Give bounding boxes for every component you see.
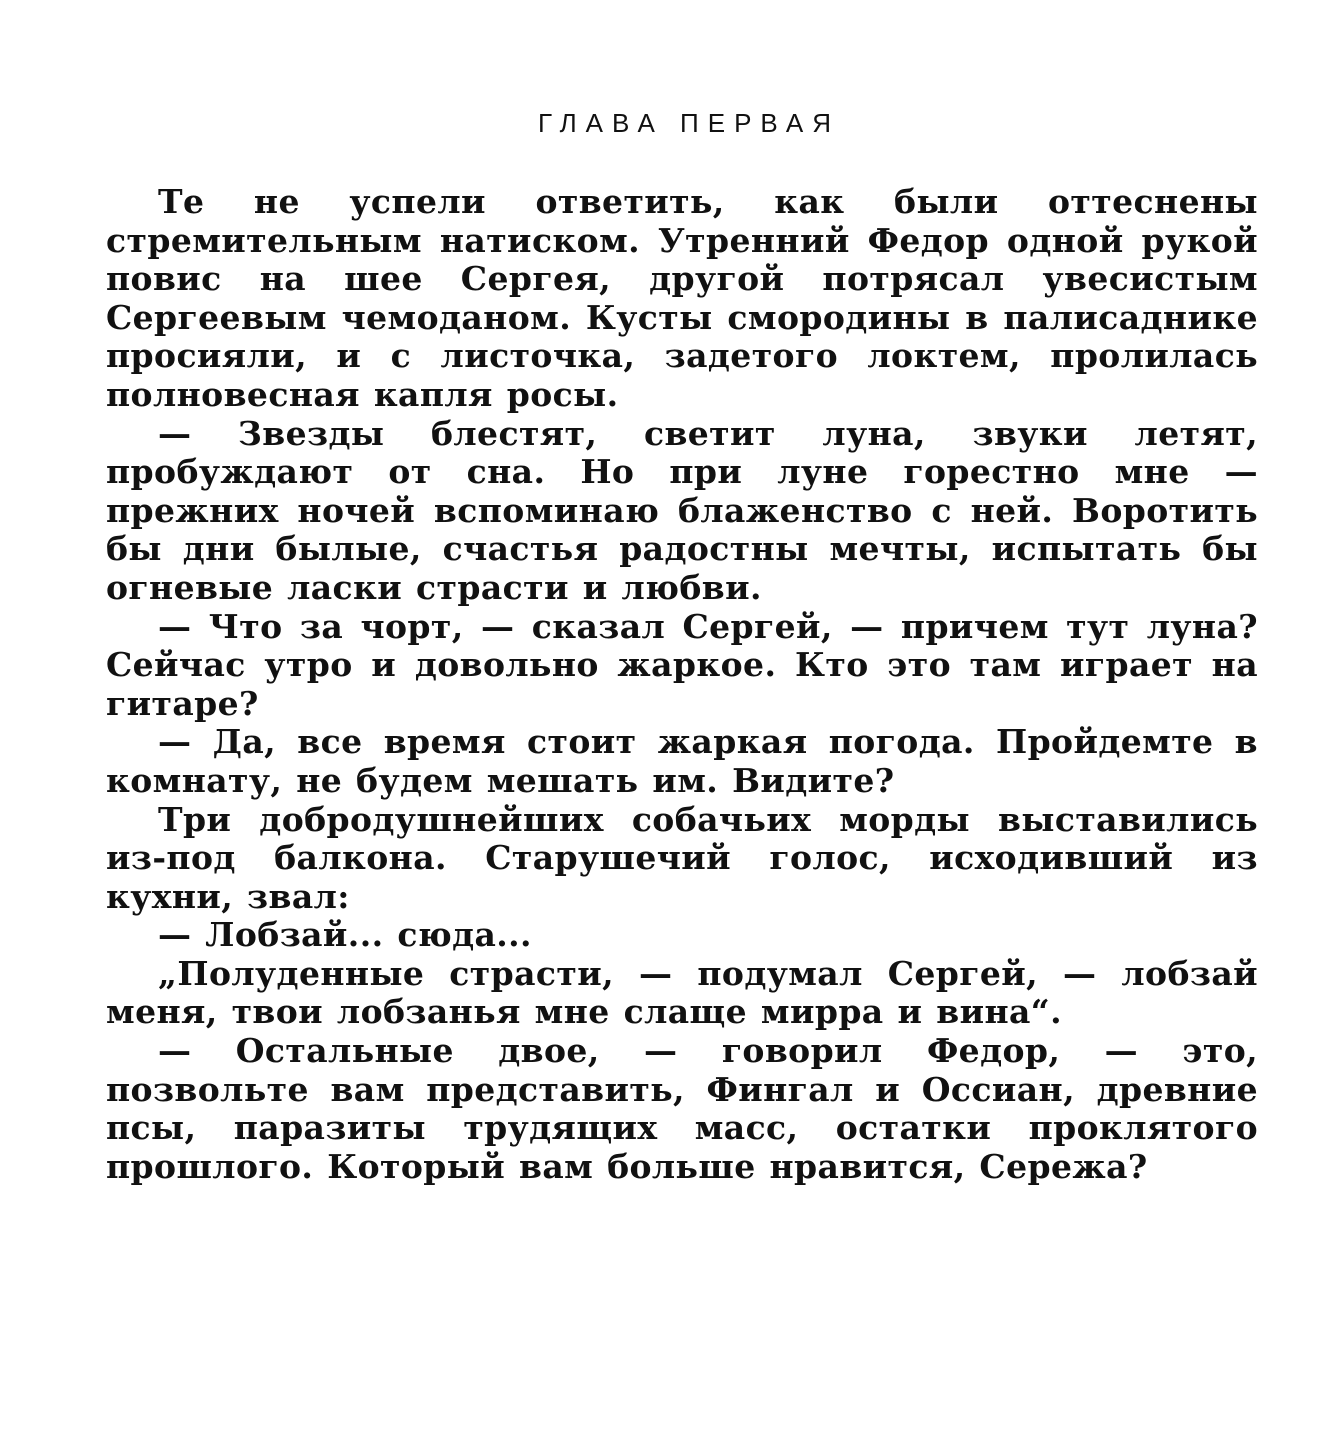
chapter-body	[106, 183, 1258, 1186]
chapter-title: ГЛАВА ПЕРВАЯ	[537, 108, 841, 138]
book-page	[106, 108, 1258, 1186]
paragraph: Те не успели ответить, как были оттеснены стремительным натиском. Утренний Федор одной рукой повис на шее Сергея, другой потрясал увесистым Сергеевым чемоданом. Кусты смородины в палисаднике просияли, и с листочка, задетого локтем, пролилась полновесная капля росы.	[106, 182, 1258, 414]
paragraph: — Лобзай... сюда...	[158, 915, 532, 955]
paragraph: Три добродушнейших собачьих морды выставились из-под балкона. Старушечий голос, исходивший из кухни, звал:	[106, 799, 1258, 916]
paragraph: — Что за чорт, — сказал Сергей, — причем тут луна? Сейчас утро и довольно жаркое. Кто это там играет на гитаре?	[106, 606, 1258, 723]
paragraph: — Остальные двое, — говорил Федор, — это, позвольте вам представить, Фингал и Оссиан, древние псы, паразиты трудящих масс, остатки проклятого прошлого. Который вам больше нравится, Сережа?	[106, 1031, 1258, 1186]
paragraph: — Да, все время стоит жаркая погода. Пройдемте в комнату, не будем мешать им. Видите?	[106, 722, 1258, 800]
paragraph: „Полуденные страсти, — подумал Сергей, — лобзай меня, твои лобзанья мне слаще мирра и вина“.	[106, 953, 1258, 1032]
paragraph: — Звезды блестят, светит луна, звуки летят, пробуждают от сна. Но при луне горестно мне — прежних ночей вспоминаю блаженство с ней. Воротить бы дни былые, счастья радостны мечты, испытать бы огневые ласки страсти и любви.	[106, 413, 1258, 607]
